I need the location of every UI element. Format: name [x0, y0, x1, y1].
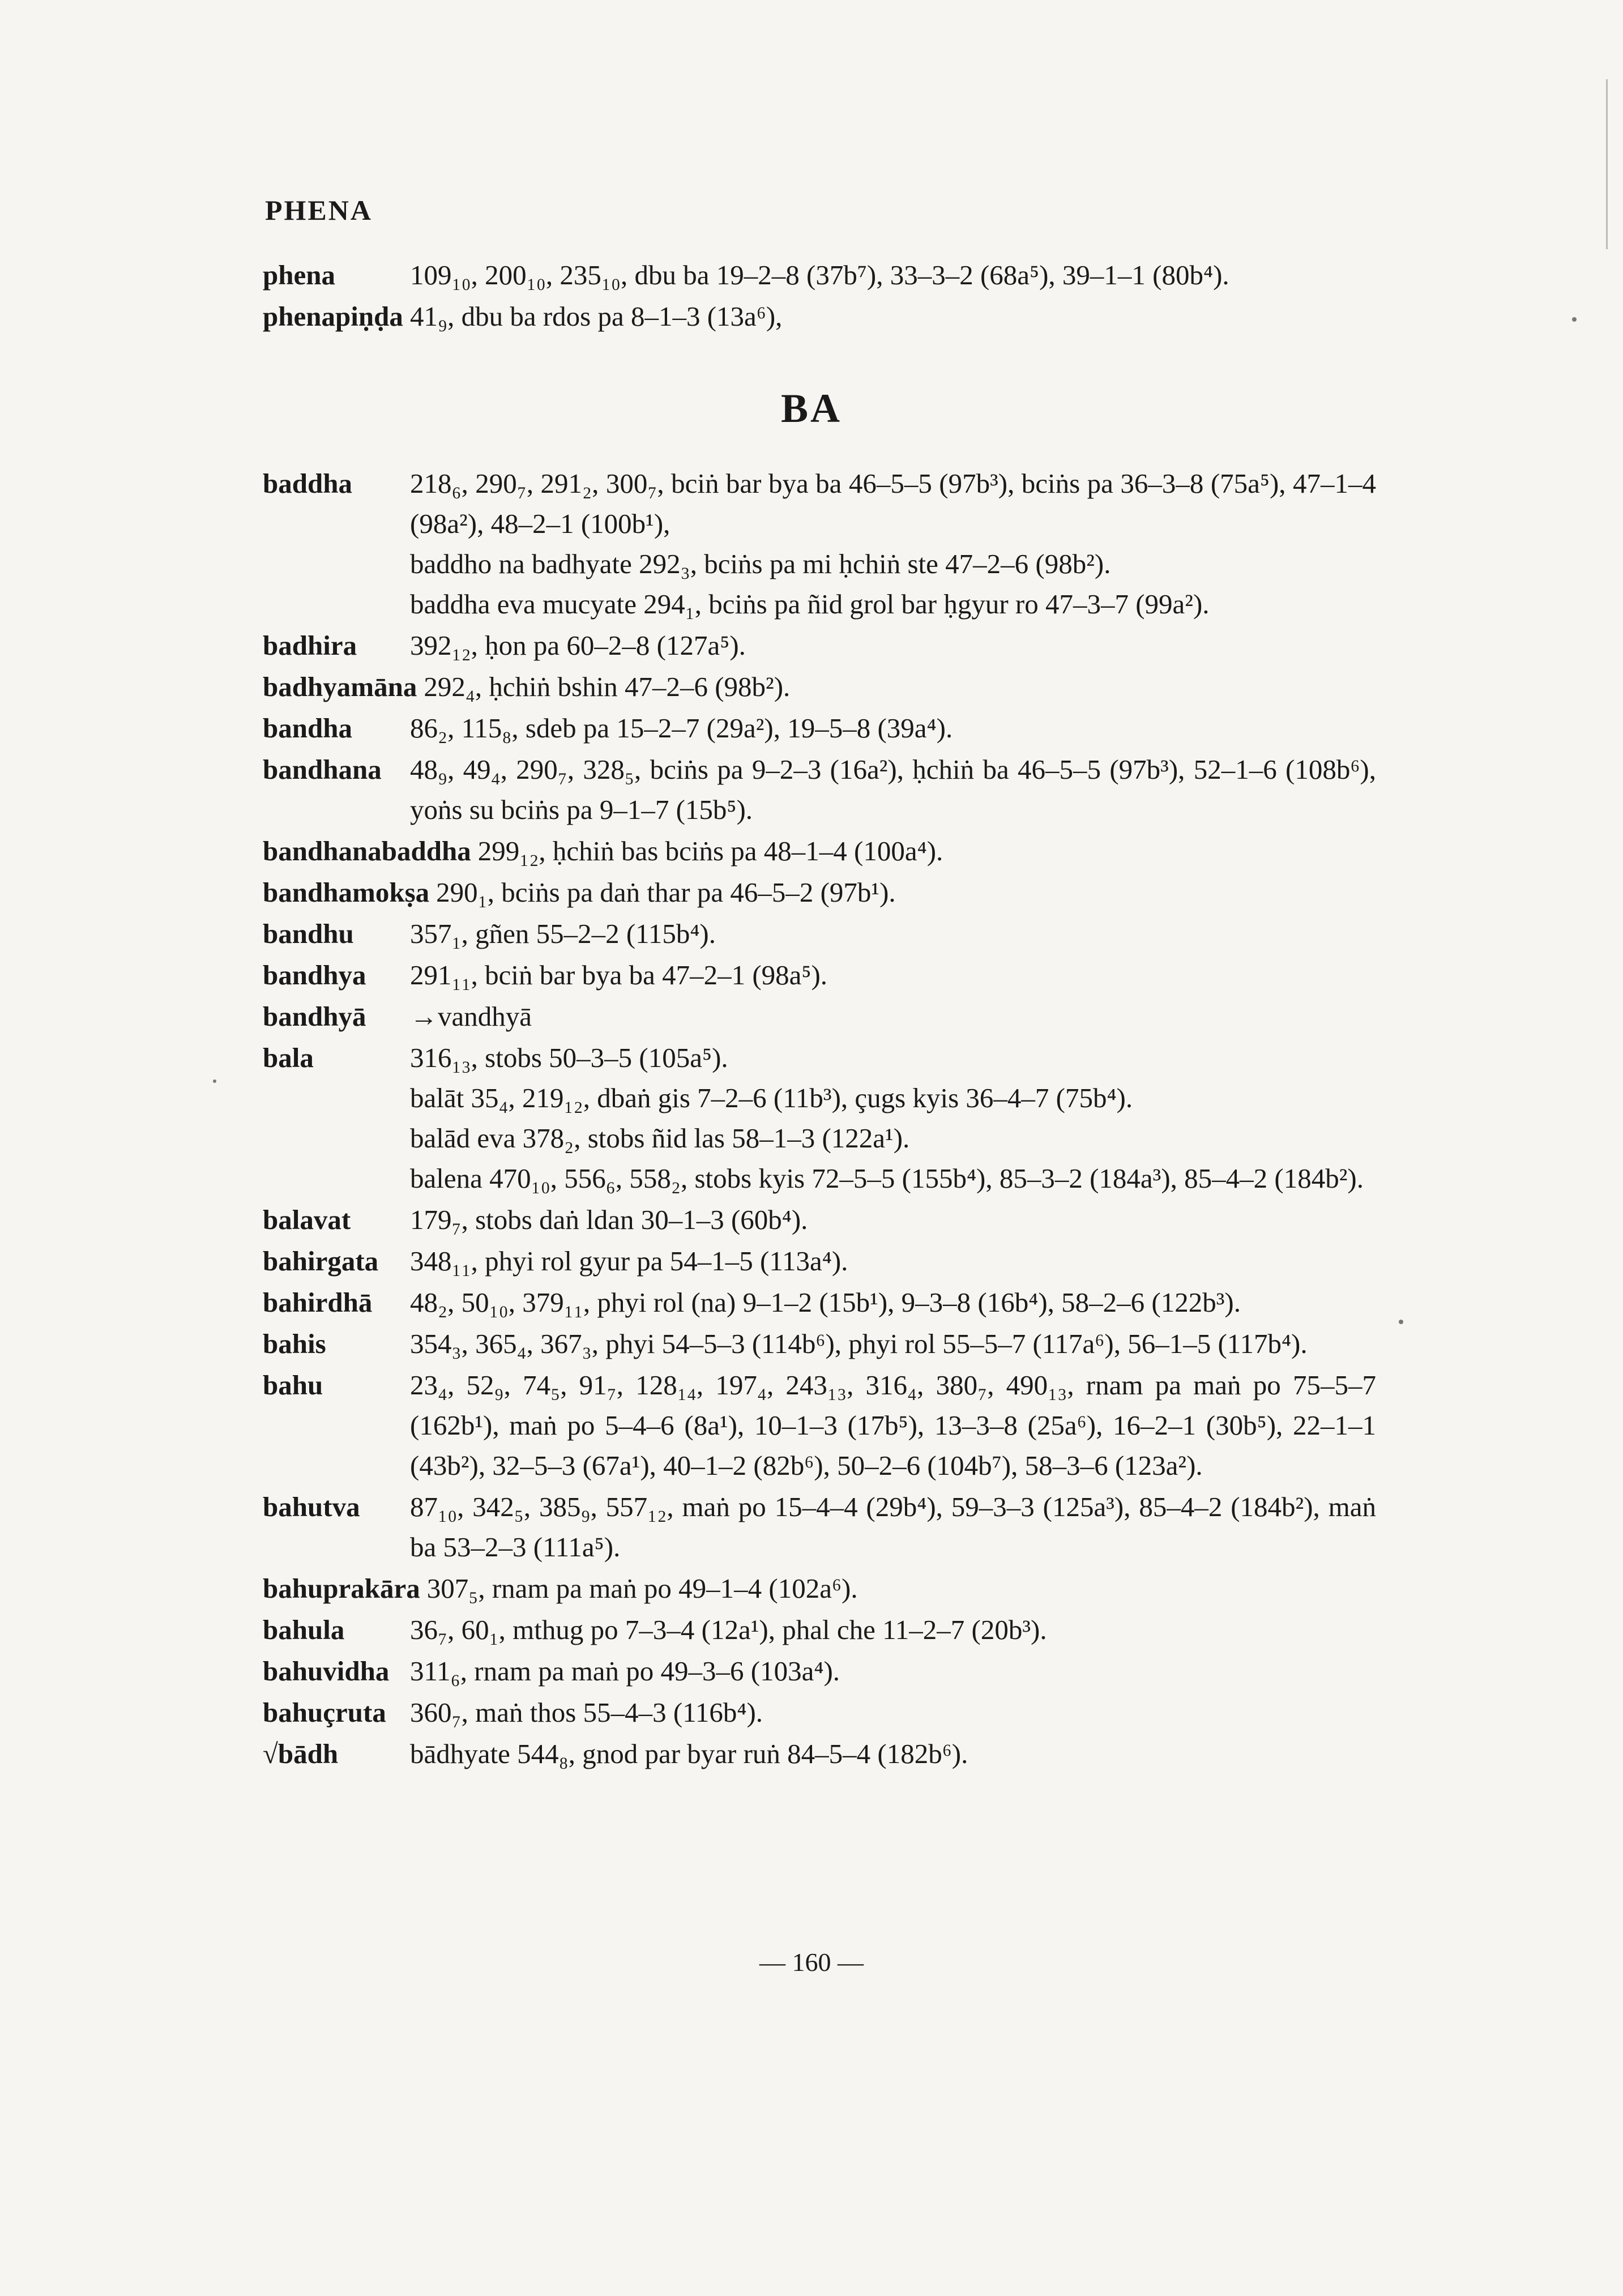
entry-line: 348₁₁, phyi rol gyur pa 54–1–5 (113a⁴). [410, 1245, 848, 1277]
entry-headword: √bādh [263, 1738, 339, 1769]
entry-entries-10 [263, 1038, 1376, 1198]
entry-body [410, 1610, 1376, 1650]
entry-headword: bahis [263, 1328, 326, 1359]
entry-headword: baddha [263, 468, 353, 499]
entry-entries-11 [263, 1200, 1376, 1240]
entry-body [410, 914, 1376, 954]
entry-line: 36₇, 60₁, mthug po 7–3–4 (12a¹), phal che 11–2–7 (20b³). [410, 1614, 1047, 1645]
entry-line: →vandhyā [410, 1001, 532, 1032]
entry-line: 360₇, maṅ thos 55–4–3 (116b⁴). [410, 1697, 763, 1728]
entry-headword: bandhya [263, 959, 366, 991]
entry-headword: phenapiṇḍa [263, 301, 403, 332]
entry-line: 307₅, rnam pa maṅ po 49–1–4 (102a⁶). [426, 1573, 858, 1604]
entry-body [424, 667, 1376, 707]
entry-entries-9 [263, 996, 1376, 1036]
entry-headword: bahuçruta [263, 1697, 386, 1728]
entry-headword: bala [263, 1042, 314, 1073]
entry-headword: bahirdhā [263, 1287, 373, 1318]
entry-line: 354₃, 365₄, 367₃, phyi 54–5–3 (114b⁶), phyi rol 55–5–7 (117a⁶), 56–1–5 (117b⁴). [410, 1328, 1308, 1359]
entry-entries-8 [263, 955, 1376, 995]
entry-line: 23₄, 52₉, 74₅, 91₇, 128₁₄, 197₄, 243₁₃, 316₄, 380₇, 490₁₃, rnam pa maṅ po 75–5–7 (162b¹), maṅ po 5–4–6 (8a¹), 10–1–3 (17b⁵), 13–3–8 (25a⁶), 16–2–1 (30b⁵), 22–1–1 (43b²), 32–5–3 (67a¹), 40–1–2 (82b⁶), 50–2–6 (104b⁷), 58–3–6 (123a²). [410, 1369, 1376, 1481]
entry-headword: bahirgata [263, 1245, 379, 1277]
entry-entries-20 [263, 1692, 1376, 1732]
entry-headword: bandhana [263, 754, 382, 785]
scan-speck [1399, 1320, 1403, 1324]
entry-headword: bahula [263, 1614, 345, 1645]
entry-body [410, 255, 1395, 295]
page-header: PHENA [265, 194, 373, 226]
entry-headword: badhyamāna [263, 671, 417, 702]
entry-entries-12 [263, 1241, 1376, 1281]
entry-entries-15 [263, 1365, 1376, 1486]
entry-headword: bandhamokṣa [263, 877, 430, 908]
entry-body [410, 1651, 1376, 1691]
entry-top_entries-0 [263, 255, 1395, 295]
entry-line: balāt 35₄, 219₁₂, dbaṅ gis 7–2–6 (11b³), çugs kyis 36–4–7 (75b⁴). [410, 1082, 1133, 1113]
entry-body [410, 708, 1376, 748]
entry-body [410, 1241, 1376, 1281]
entry-line: 48₂, 50₁₀, 379₁₁, phyi rol (na) 9–1–2 (15b¹), 9–3–8 (16b⁴), 58–2–6 (122b³). [410, 1287, 1241, 1318]
entry-headword: bahuvidha [263, 1655, 390, 1687]
top-entries [263, 255, 1395, 338]
entry-line: balena 470₁₀, 556₆, 558₂, stobs kyis 72–5–5 (155b⁴), 85–3–2 (184a³), 85–4–2 (184b²). [410, 1163, 1364, 1194]
entry-headword: bahutva [263, 1491, 360, 1522]
entry-headword: balavat [263, 1204, 351, 1235]
entry-body [410, 1200, 1376, 1240]
entry-body [410, 1365, 1376, 1486]
entry-line: 218₆, 290₇, 291₂, 300₇, bciṅ bar bya ba 46–5–5 (97b³), bciṅs pa 36–3–8 (75a⁵), 47–1–4 (98a²), 48–2–1 (100b¹), [410, 468, 1376, 539]
entry-entries-2 [263, 667, 1376, 707]
entry-line: 290₁, bciṅs pa daṅ thar pa 46–5–2 (97b¹). [436, 877, 896, 908]
entry-body [436, 872, 1376, 912]
entry-body [410, 1487, 1376, 1567]
entry-line: baddha eva mucyate 294₁, bciṅs pa ñid grol bar ḥgyur ro 47–3–7 (99a²). [410, 588, 1210, 620]
entry-headword: bandha [263, 712, 353, 744]
entry-entries-13 [263, 1282, 1376, 1322]
entry-headword: phena [263, 259, 336, 291]
entry-line: 357₁, gñen 55–2–2 (115b⁴). [410, 918, 716, 949]
entry-line: 86₂, 115₈, sdeb pa 15–2–7 (29a²), 19–5–8 (39a⁴). [410, 712, 953, 744]
entry-headword: bandhyā [263, 1001, 366, 1032]
entry-headword: bahuprakāra [263, 1573, 420, 1604]
dictionary-entries [263, 463, 1376, 1775]
entry-body [410, 749, 1376, 830]
entry-entries-16 [263, 1487, 1376, 1567]
entry-line: 48₉, 49₄, 290₇, 328₅, bciṅs pa 9–2–3 (16a²), ḥchiṅ ba 46–5–5 (97b³), 52–1–6 (108b⁶), yoṅs su bciṅs pa 9–1–7 (15b⁵). [410, 754, 1376, 825]
entry-entries-7 [263, 914, 1376, 954]
entry-line: 316₁₃, stobs 50–3–5 (105a⁵). [410, 1042, 728, 1073]
entry-entries-17 [263, 1568, 1376, 1608]
entry-entries-1 [263, 625, 1376, 665]
entry-headword: badhira [263, 630, 357, 661]
entry-line: balād eva 378₂, stobs ñid las 58–1–3 (122a¹). [410, 1123, 910, 1154]
entry-body [410, 1692, 1376, 1732]
entry-body [410, 996, 1376, 1036]
page-number: — 160 — [759, 1948, 864, 1977]
entry-body [410, 625, 1376, 665]
section-title: BA [780, 386, 843, 431]
entry-line: 392₁₂, ḥon pa 60–2–8 (127a⁵). [410, 630, 746, 661]
entry-top_entries-1 [263, 296, 1395, 336]
entry-body [410, 1038, 1376, 1198]
scan-speck [1572, 317, 1577, 322]
entry-body [478, 831, 1376, 871]
entry-entries-14 [263, 1324, 1376, 1364]
entry-entries-21 [263, 1734, 1376, 1774]
entry-entries-5 [263, 831, 1376, 871]
entry-body [427, 1568, 1376, 1608]
entry-entries-3 [263, 708, 1376, 748]
entry-body [410, 463, 1376, 624]
entry-line: 292₄, ḥchiṅ bshin 47–2–6 (98b²). [424, 671, 791, 702]
entry-headword: bandhanabaddha [263, 835, 471, 867]
entry-line: bādhyate 544₈, gnod par byar ruṅ 84–5–4 (182b⁶). [410, 1738, 968, 1769]
entry-line: 109₁₀, 200₁₀, 235₁₀, dbu ba 19–2–8 (37b⁷), 33–3–2 (68a⁵), 39–1–1 (80b⁴). [410, 259, 1229, 291]
scan-speck [213, 1079, 216, 1083]
entry-line: 41₉, dbu ba rdos pa 8–1–3 (13a⁶), [410, 301, 783, 332]
entry-line: 291₁₁, bciṅ bar bya ba 47–2–1 (98a⁵). [410, 959, 828, 991]
entry-line: 299₁₂, ḥchiṅ bas bciṅs pa 48–1–4 (100a⁴). [477, 835, 943, 867]
entry-headword: bahu [263, 1369, 323, 1401]
entry-entries-0 [263, 463, 1376, 624]
entry-entries-6 [263, 872, 1376, 912]
entry-line: 311₆, rnam pa maṅ po 49–3–6 (103a⁴). [410, 1655, 840, 1687]
entry-entries-19 [263, 1651, 1376, 1691]
entry-line: 179₇, stobs daṅ ldan 30–1–3 (60b⁴). [410, 1204, 808, 1235]
entry-line: 87₁₀, 342₅, 385₉, 557₁₂, maṅ po 15–4–4 (29b⁴), 59–3–3 (125a³), 85–4–2 (184b²), maṅ ba 53–2–3 (111a⁵). [410, 1491, 1376, 1563]
entry-body [410, 296, 1395, 336]
entry-body [410, 955, 1376, 995]
entry-headword: bandhu [263, 918, 354, 949]
entry-body [410, 1282, 1376, 1322]
entry-entries-18 [263, 1610, 1376, 1650]
entry-body [410, 1324, 1376, 1364]
scan-speck [1606, 79, 1608, 249]
entry-line: baddho na badhyate 292₃, bciṅs pa mi ḥchiṅ ste 47–2–6 (98b²). [410, 548, 1111, 579]
entry-entries-4 [263, 749, 1376, 830]
entry-body [410, 1734, 1376, 1774]
